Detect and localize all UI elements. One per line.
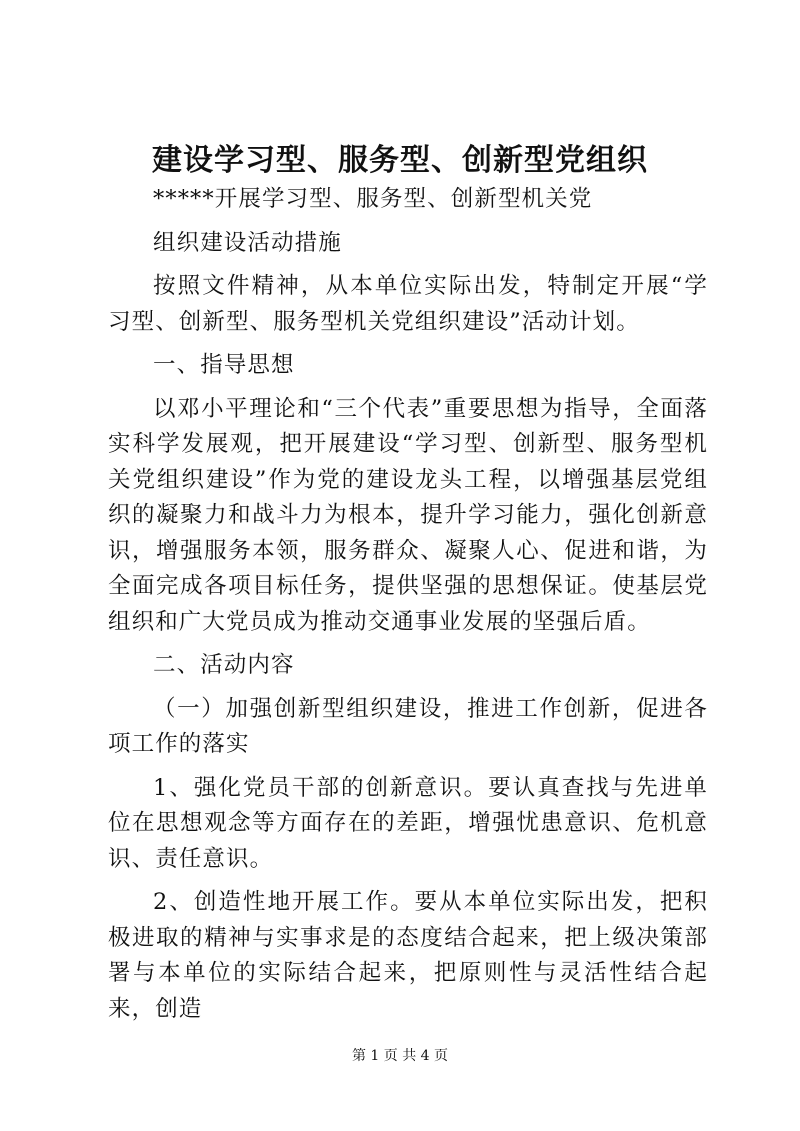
document-body — [108, 182, 708, 1027]
paragraph-heading-line-1: *****开展学习型、服务型、创新型机关党 — [153, 186, 593, 212]
paragraph-item-2: 2、创造性地开展工作。要从本单位实际出发，把积极进取的精神与实事求是的态度结合起来，把上级决策部署与本单位的实际结合起来，把原则性与灵活性结合起来，创造 — [108, 889, 708, 1022]
paragraph-item-1: 1、强化党员干部的创新意识。要认真查找与先进单位在思想观念等方面存在的差距，增强忧患意识、危机意识、责任意识。 — [108, 774, 708, 872]
paragraph-heading-line-2: 组织建设活动措施 — [153, 229, 342, 256]
paragraph-guiding-thought: 以邓小平理论和“三个代表”重要思想为指导，全面落实科学发展观，把开展建设“学习型、创新型、服务型机关党组织建设”作为党的建设龙头工程，以增强基层党组织的凝聚力和战斗力为根本，提升学习能力，强化创新意识，增强服务本领，服务群众、凝聚人心、促进和谐，为全面完成各项目标任务，提供坚强的思想保证。使基层党组织和广大党员成为推动交通事业发展的坚强后盾。 — [108, 395, 708, 635]
section-heading-activity-content: 二、活动内容 — [153, 652, 295, 678]
paragraph-intro: 按照文件精神，从本单位实际出发，特制定开展“学习型、创新型、服务型机关党组织建设”活动计划。 — [108, 273, 708, 335]
section-heading-guiding-thought: 一、指导思想 — [153, 352, 295, 378]
page-footer: 第 1 页 共 4 页 — [351, 1048, 449, 1064]
subsection-heading-innovation: （一）加强创新型组织建设，推进工作创新，促进各项工作的落实 — [108, 695, 708, 757]
document-title: 建设学习型、服务型、创新型党组织 — [152, 143, 648, 178]
